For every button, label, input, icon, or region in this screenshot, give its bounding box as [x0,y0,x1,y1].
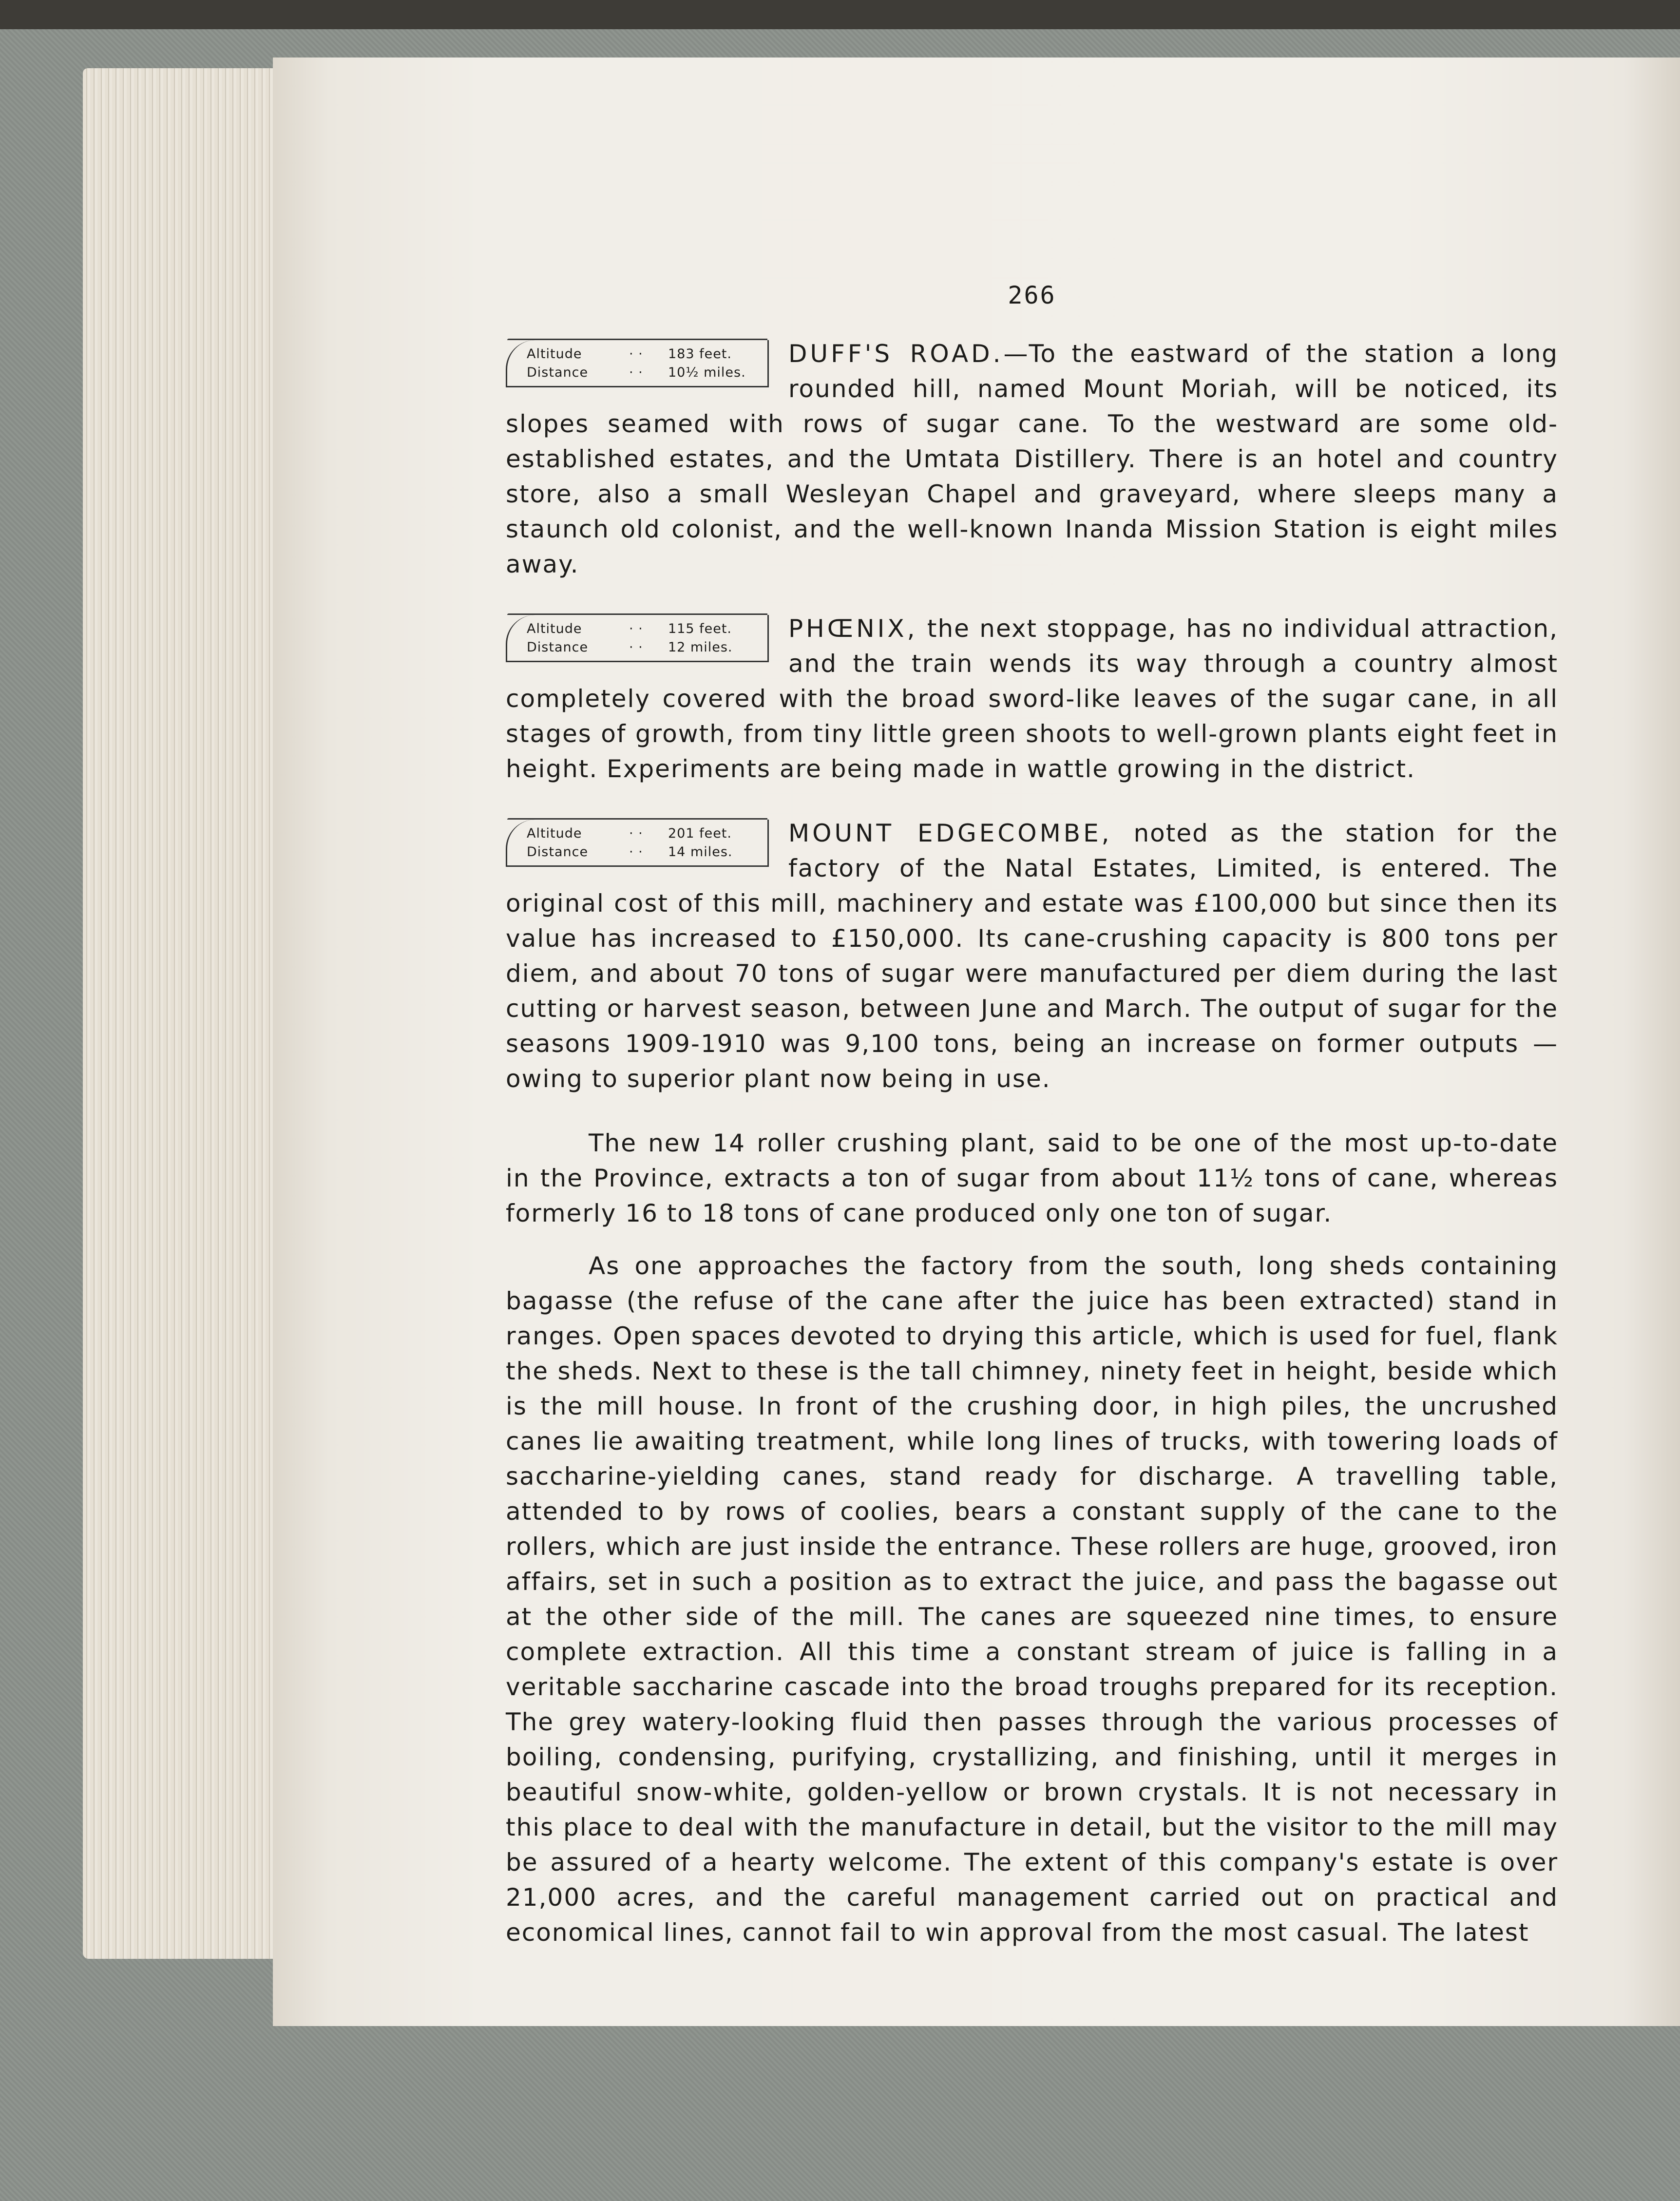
leader-dots: · · [629,365,643,380]
distance-label: Distance [527,640,589,655]
altitude-label: Altitude [527,621,582,636]
altitude-row [527,345,767,364]
distance-row [527,843,767,861]
altitude-value: 115 feet. [668,621,732,636]
station-description: noted as the station for the factory of the Natal Estates, Limited, is entered. The original cost of this mill, machinery and estate was £100,000 but since then its value has increased to £150,000. Its cane-crushing capacity is 800 tons per diem, and about 70 tons of sugar were manufactured per diem during the last cutting or harvest season, between June and March. The output of sugar for the seasons 1909-1910 was 9,100 tons, being an increase on former outputs —owing to superior plant now being in use. [506,819,1558,1093]
page-number: 266 [1008,281,1056,309]
page-edges [83,68,297,1959]
distance-row [527,364,767,382]
altitude-distance-box [506,820,769,867]
station-phoenix [506,611,1558,786]
leader-dots: · · [629,826,643,841]
altitude-distance-box [506,340,769,387]
leader-dots: · · [629,346,643,362]
leader-dots: · · [629,640,643,655]
altitude-label: Altitude [527,826,582,841]
distance-label: Distance [527,844,589,860]
distance-label: Distance [527,365,589,380]
station-description: —To the eastward of the station a long rounded hill, named Mount Moriah, will be noticed, its slopes seamed with rows of sugar cane. To the westward are some old-established estates, and the Umtata Distillery. There is an hotel and country store, also a small Wesleyan Chapel and graveyard, where sleeps many a staunch old colonist, and the well-known Inanda Mission Station is eight miles away. [506,340,1558,578]
paragraph: As one approaches the factory from the south, long sheds containing bagasse (the refuse of the cane after the juice has been extracted) stand in ranges. Open spaces devoted to drying this article, which is used for fuel, flank the sheds. Next to these is the tall chimney, ninety feet in height, beside which is the mill house. In front of the crushing door, in high piles, the uncrushed canes lie awaiting treatment, while long lines of trucks, with towering loads of saccharine-yielding canes, stand ready for discharge. A travelling table, attended to by rows of coolies, bears a constant supply of the cane to the rollers, which are just inside the entrance. These rollers are huge, grooved, iron affairs, set in such a position as to extract the juice, and pass the bagasse out at the other side of the mill. The canes are squeezed nine times, to ensure complete extraction. All this time a constant stream of juice is falling in a veritable saccharine cascade into the broad troughs prepared for its reception. The grey watery-looking fluid then passes through the various processes of boiling, condensing, purifying, crystallizing, and finishing, until it merges in beautiful snow-white, golden-yellow or brown crystals. It is not necessary in this place to deal with the manufacture in detail, but the visitor to the mill may be assured of a hearty welcome. The extent of this company's estate is over 21,000 acres, and the careful management carried out on practical and economical lines, cannot fail to win approval from the most casual. The latest [506,1252,1558,1947]
station-name: PHŒNIX, [788,614,918,643]
altitude-row [527,620,767,638]
altitude-label: Altitude [527,346,582,362]
paragraph: The new 14 roller crushing plant, said to be one of the most up-to-date in the Province, extracts a ton of sugar from about 11½ tons of cane, whereas formerly 16 to 18 tons of cane produced only one ton of sugar. [506,1129,1558,1227]
distance-row [527,638,767,657]
station-description: the next stoppage, has no individual attraction, and the train wends its way through a country almost completely covered with the broad sword-like leaves of the sugar cane, in all stages of growth, from tiny little green shoots to well-grown plants eight feet in height. Experiments are being made in wattle growing in the district. [506,614,1558,783]
station-duffs-road [506,336,1558,582]
altitude-value: 201 feet. [668,826,732,841]
distance-value: 14 miles. [668,844,733,860]
distance-value: 10½ miles. [668,365,746,380]
station-name: DUFF'S ROAD. [788,340,1004,368]
station-name: MOUNT EDGECOMBE, [788,819,1112,847]
leader-dots: · · [629,844,643,860]
altitude-row [527,824,767,843]
distance-value: 12 miles. [668,640,733,655]
station-mount-edgecombe [506,816,1558,1096]
page-text [506,278,1558,1968]
altitude-value: 183 feet. [668,346,732,362]
altitude-distance-box [506,615,769,662]
leader-dots: · · [629,621,643,636]
